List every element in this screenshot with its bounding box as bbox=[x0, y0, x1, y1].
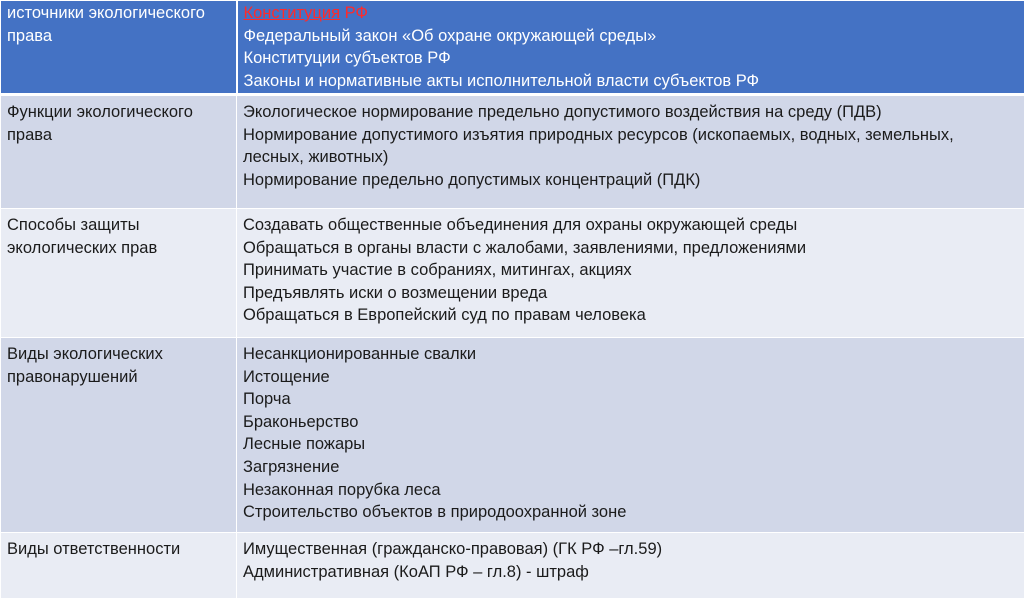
list-item: Обращаться в органы власти с жалобами, заявлениями, предложениями bbox=[243, 237, 1018, 260]
list-item: Обращаться в Европейский суд по правам человека bbox=[243, 304, 1018, 327]
list-item: Принимать участие в собраниях, митингах, акциях bbox=[243, 259, 1018, 282]
list-item: Нормирование предельно допустимых концентраций (ПДК) bbox=[243, 169, 1018, 192]
table-row-protection bbox=[1, 209, 1024, 338]
sources-item: Законы и нормативные акты исполнительной власти субъектов РФ bbox=[244, 70, 1019, 93]
list-item: Предъявлять иски о возмещении вреда bbox=[243, 282, 1018, 305]
row-content-violations bbox=[237, 338, 1024, 533]
list-item: Экологическое нормирование предельно допустимого воздействия на среду (ПДВ) bbox=[243, 101, 1018, 124]
row-label-violations: Виды экологических правонарушений bbox=[1, 338, 237, 533]
row-content-functions bbox=[237, 95, 1024, 209]
list-item: Создавать общественные объединения для охраны окружающей среды bbox=[243, 214, 1018, 237]
list-item: Истощение bbox=[243, 366, 1018, 389]
sources-item-constitution bbox=[244, 2, 1019, 25]
row-label-sources: источники экологического права bbox=[1, 1, 237, 95]
list-item: Незаконная порубка леса bbox=[243, 479, 1018, 502]
row-content-sources bbox=[237, 1, 1024, 95]
row-content-protection bbox=[237, 209, 1024, 338]
list-item: Лесные пожары bbox=[243, 433, 1018, 456]
row-label-protection: Способы защиты экологических прав bbox=[1, 209, 237, 338]
row-content-liability bbox=[237, 533, 1024, 599]
constitution-link[interactable]: Конституция bbox=[244, 4, 341, 22]
list-item: Браконьерство bbox=[243, 411, 1018, 434]
list-item: Нормирование допустимого изъятия природных ресурсов (ископаемых, водных, земельных, лесных, животных) bbox=[243, 124, 1018, 169]
list-item: Имущественная (гражданско-правовая) (ГК РФ –гл.59) bbox=[243, 538, 1018, 561]
list-item: Несанкционированные свалки bbox=[243, 343, 1018, 366]
table-row-liability bbox=[1, 533, 1024, 599]
sources-item: Конституции субъектов РФ bbox=[244, 47, 1019, 70]
table-row-violations bbox=[1, 338, 1024, 533]
table-row-functions bbox=[1, 95, 1024, 209]
list-item: Порча bbox=[243, 388, 1018, 411]
constitution-suffix: РФ bbox=[340, 4, 368, 22]
row-label-functions: Функции экологического права bbox=[1, 95, 237, 209]
list-item: Административная (КоАП РФ – гл.8) - штраф bbox=[243, 561, 1018, 584]
table-row-sources bbox=[1, 1, 1024, 95]
list-item: Строительство объектов в природоохранной зоне bbox=[243, 501, 1018, 524]
list-item: Загрязнение bbox=[243, 456, 1018, 479]
row-label-liability: Виды ответственности bbox=[1, 533, 237, 599]
sources-item: Федеральный закон «Об охране окружающей среды» bbox=[244, 25, 1019, 48]
